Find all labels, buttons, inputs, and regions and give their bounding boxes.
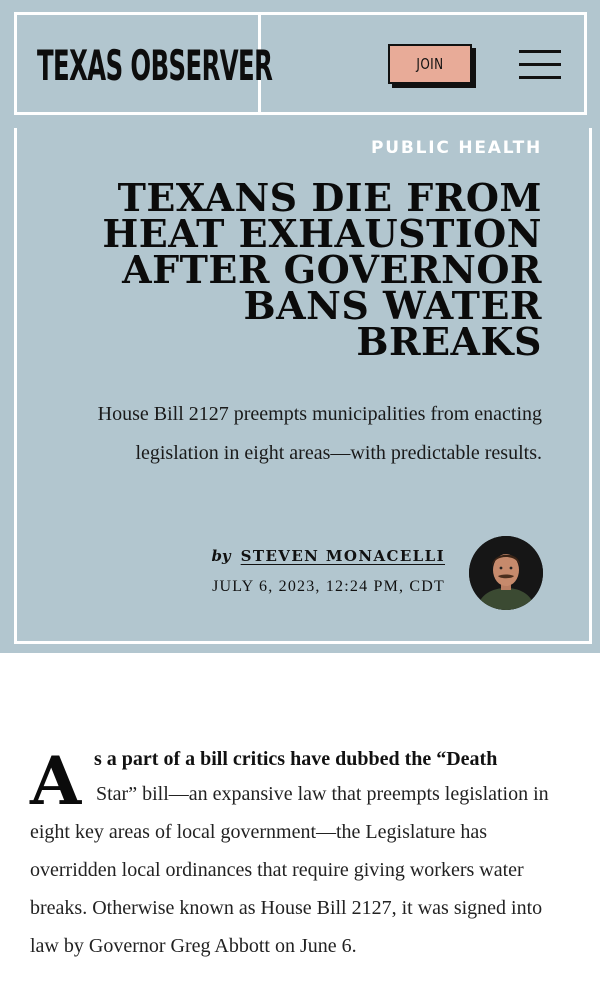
menu-bar-top <box>519 50 561 53</box>
article-headline: TEXANS DIE FROM HEAT EXHAUSTION AFTER GOVERNOR BANS WATER BREAKS <box>102 175 542 364</box>
body-paragraph <box>30 775 575 965</box>
join-button-label: JOIN <box>416 55 444 73</box>
article-dek: House Bill 2127 preempts municipalities from enacting legislation in eight areas—with predictable results. <box>97 403 542 464</box>
byline-prefix: by <box>211 547 231 565</box>
publish-date: JULY 6, 2023, 12:24 PM, CDT <box>212 578 445 595</box>
lead-text: s a part of a bill critics have dubbed the “Death <box>94 748 498 770</box>
author-link[interactable]: STEVEN MONACELLI <box>240 547 445 565</box>
join-button[interactable] <box>388 44 472 84</box>
hamburger-menu-icon[interactable] <box>519 48 561 80</box>
site-header <box>14 12 587 115</box>
site-logo[interactable]: TEXAS OBSERVER <box>37 40 273 90</box>
author-photo <box>469 536 543 610</box>
drop-cap: A <box>30 742 82 820</box>
menu-bar-middle <box>519 63 561 66</box>
body-paragraph-text: Star” bill—an expansive law that preempts legislation in eight key areas of local government—the Legislature has overridden local ordinances that require giving workers water breaks. Otherwise known as House Bill 2127, it was signed into law by Governor Greg Abbott on June 6. <box>30 783 549 957</box>
menu-bar-bottom <box>519 76 561 79</box>
byline <box>211 547 445 566</box>
author-avatar[interactable] <box>469 536 543 610</box>
category-link[interactable]: PUBLIC HEALTH <box>370 138 542 158</box>
